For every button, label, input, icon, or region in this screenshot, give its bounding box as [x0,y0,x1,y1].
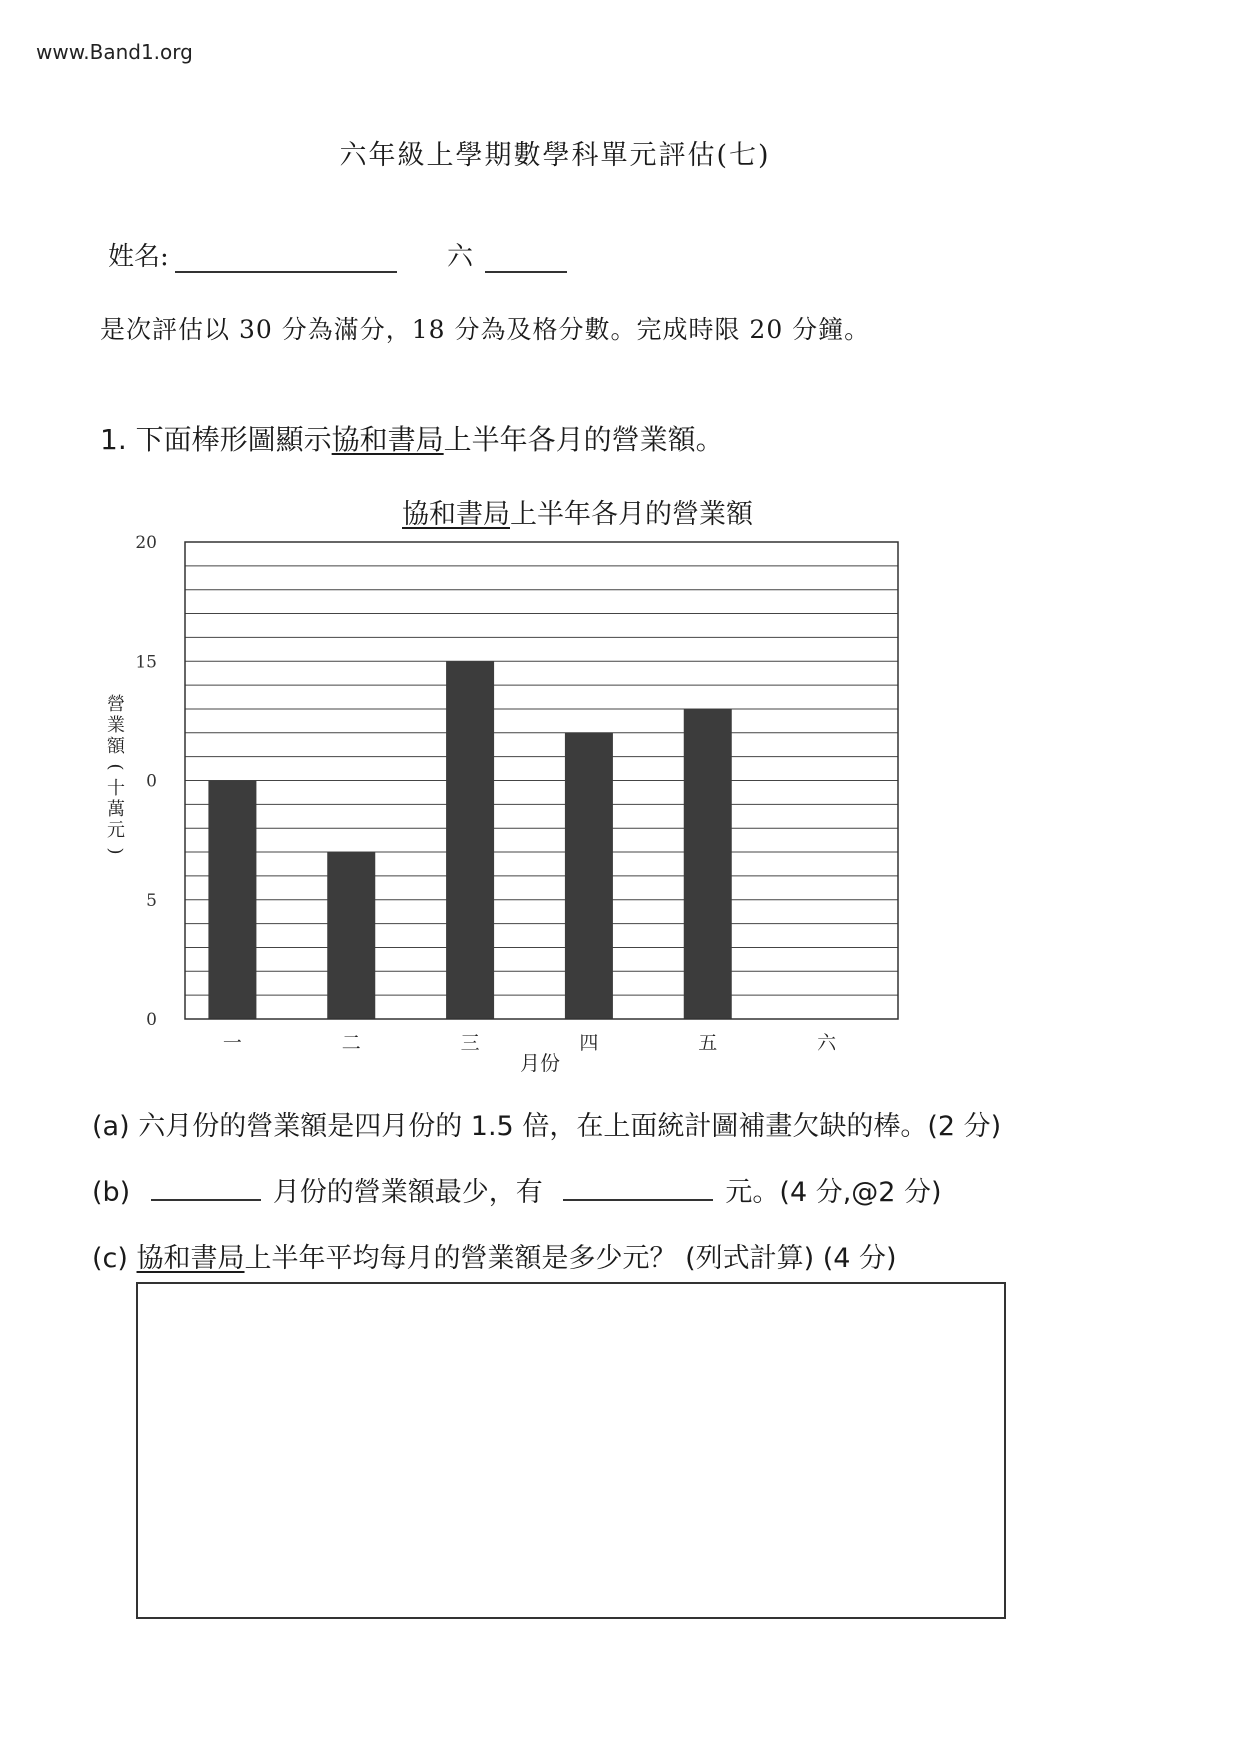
part-a-label: (a) [92,1111,130,1142]
chart-title-rest: 上半年各月的營業額 [510,499,753,530]
x-tick-label: 四 [579,1032,599,1054]
month-answer-blank[interactable] [151,1175,261,1201]
bar-4 [565,733,613,1019]
part-a-text: 六月份的營業額是四月份的 1.5 倍，在上面統計圖補畫欠缺的棒。(2 分) [138,1111,1002,1142]
question-1 [100,418,724,458]
part-c [92,1236,897,1275]
y-axis-label-char: ) [105,847,126,855]
amount-answer-blank[interactable] [563,1175,713,1201]
shop-name: 協和書局 [331,423,444,456]
y-tick-label: 0 [146,771,157,792]
part-b-end: 元。(4 分,@2 分) [725,1177,942,1208]
y-axis-label-char: 營 [107,694,125,715]
chart-grid [185,566,898,995]
x-axis-label: 月份 [520,1051,560,1075]
question-text-pre: 下面棒形圖顯示 [135,423,332,456]
part-b [92,1170,942,1209]
bar-3 [446,661,494,1019]
y-tick-label: 0 [146,1010,157,1030]
bar-chart [90,530,950,1080]
y-axis-label-char: 十 [107,778,125,799]
student-info-row [108,236,567,273]
class-label: 六 [447,242,474,272]
part-b-mid: 月份的營業額最少，有 [272,1177,543,1208]
x-tick-label: 一 [222,1032,242,1054]
name-blank[interactable] [175,245,397,273]
y-axis-label [105,694,126,855]
question-text-post: 上半年各月的營業額。 [443,423,724,456]
x-tick-label: 五 [698,1032,718,1054]
x-tick-label: 六 [817,1032,837,1054]
question-number: 1. [100,423,127,456]
x-tick-label: 二 [341,1032,361,1054]
part-c-shop: 協和書局 [136,1243,245,1274]
y-axis-label-char: 萬 [107,799,125,820]
y-axis-label-char: 額 [107,736,125,757]
part-c-rest: 上半年平均每月的營業額是多少元？ (列式計算) (4 分) [244,1243,897,1274]
bar-1 [208,781,256,1020]
part-b-label: (b) [92,1177,131,1208]
bar-5 [684,709,732,1019]
class-blank[interactable] [485,245,567,273]
y-tick-label: 5 [146,890,157,911]
part-c-label: (c) [92,1243,128,1274]
y-tick-label: 20 [135,533,157,553]
bar-2 [327,852,375,1019]
site-watermark: www.Band1.org [36,40,193,64]
chart-title-shop: 協和書局 [402,499,510,530]
y-axis-label-char: 業 [107,715,125,736]
y-axis-label-char: ( [105,763,126,771]
y-tick-label: 15 [135,652,157,673]
part-a [92,1104,1001,1143]
y-axis-ticks [135,533,157,1030]
chart-title [402,492,753,531]
name-label: 姓名: [108,242,169,272]
instructions: 是次評估以 30 分為滿分，18 分為及格分數。完成時限 20 分鐘。 [100,315,871,344]
x-tick-label: 三 [460,1032,480,1054]
y-axis-label-char: 元 [107,820,125,841]
chart-bars [208,661,731,1019]
answer-box[interactable] [136,1282,1006,1619]
worksheet-title: 六年級上學期數學科單元評估(七) [339,140,771,171]
